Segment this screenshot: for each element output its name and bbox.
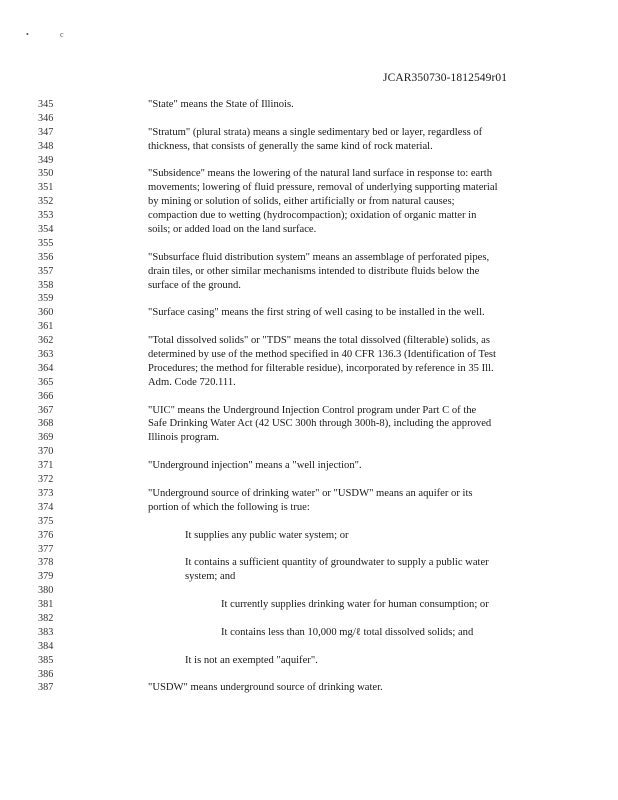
- document-line: [0, 167, 618, 181]
- line-number: 353: [38, 210, 54, 222]
- document-line: [0, 681, 618, 695]
- line-number: 365: [38, 376, 54, 388]
- document-line: [0, 543, 618, 557]
- line-text: It contains less than 10,000 mg/ℓ total dissolved solids; and: [221, 626, 474, 638]
- line-text: "Total dissolved solids" or "TDS" means the total dissolved (filterable) solids, as: [148, 335, 490, 347]
- document-line: [0, 154, 618, 168]
- document-id-header: JCAR350730-1812549r01: [383, 72, 508, 84]
- document-line: [0, 431, 618, 445]
- document-line: [0, 348, 618, 362]
- line-number: 359: [38, 293, 54, 305]
- document-line: [0, 584, 618, 598]
- document-line: [0, 292, 618, 306]
- line-number: 382: [38, 612, 54, 624]
- document-line: [0, 473, 618, 487]
- document-line: [0, 195, 618, 209]
- document-line: [0, 112, 618, 126]
- line-number: 350: [38, 168, 54, 180]
- line-number: 374: [38, 501, 54, 513]
- line-number: 387: [38, 682, 54, 694]
- line-text: "State" means the State of Illinois.: [148, 99, 294, 110]
- line-number: 349: [38, 154, 54, 166]
- line-text: It currently supplies drinking water for human consumption; or: [221, 599, 489, 611]
- document-line: [0, 251, 618, 265]
- line-text: system; and: [185, 571, 236, 583]
- line-number: 381: [38, 599, 54, 611]
- document-line: [0, 445, 618, 459]
- document-line: [0, 487, 618, 501]
- line-number: 368: [38, 418, 54, 430]
- line-number: 367: [38, 404, 54, 416]
- document-line: [0, 362, 618, 376]
- line-text: Adm. Code 720.111.: [148, 376, 236, 388]
- line-number: 376: [38, 529, 54, 541]
- line-number: 360: [38, 307, 54, 319]
- line-number: 383: [38, 626, 54, 638]
- line-number: 361: [38, 321, 54, 333]
- corner-mark-dot: •: [26, 30, 29, 39]
- line-number: 375: [38, 515, 54, 527]
- line-text: "Underground injection" means a "well injection".: [148, 460, 362, 472]
- document-line: [0, 459, 618, 473]
- line-number: 351: [38, 182, 54, 194]
- line-number: 385: [38, 654, 54, 666]
- line-number: 369: [38, 432, 54, 444]
- document-line: [0, 265, 618, 279]
- document-line: [0, 223, 618, 237]
- document-body: [0, 98, 618, 695]
- document-line: [0, 390, 618, 404]
- line-number: 346: [38, 112, 54, 124]
- line-text: "Subsidence" means the lowering of the natural land surface in response to: earth: [148, 168, 493, 180]
- line-number: 384: [38, 640, 54, 652]
- corner-mark-c: c: [60, 30, 64, 39]
- line-text: portion of which the following is true:: [148, 501, 310, 513]
- line-number: 348: [38, 140, 54, 152]
- document-line: [0, 181, 618, 195]
- line-number: 372: [38, 474, 54, 486]
- document-line: [0, 404, 618, 418]
- document-line: [0, 529, 618, 543]
- document-line: [0, 417, 618, 431]
- line-number: 377: [38, 543, 54, 555]
- line-text: movements; lowering of fluid pressure, removal of underlying supporting material: [148, 182, 498, 194]
- line-text: Procedures; the method for filterable residue), incorporated by reference in 35 Ill.: [148, 362, 494, 374]
- document-line: [0, 501, 618, 515]
- line-number: 366: [38, 390, 54, 402]
- line-number: 345: [38, 99, 54, 110]
- document-line: [0, 668, 618, 682]
- line-number: 358: [38, 279, 54, 291]
- line-number: 362: [38, 335, 54, 347]
- line-number: 386: [38, 668, 54, 680]
- document-line: [0, 209, 618, 223]
- line-number: 371: [38, 460, 54, 472]
- line-text: Illinois program.: [148, 432, 220, 444]
- line-text: "UIC" means the Underground Injection Control program under Part C of the: [148, 404, 477, 416]
- document-line: [0, 640, 618, 654]
- document-line: [0, 598, 618, 612]
- line-text: "USDW" means underground source of drinking water.: [148, 682, 383, 694]
- line-number: 363: [38, 349, 54, 361]
- line-text: surface of the ground.: [148, 279, 241, 291]
- line-text: "Surface casing" means the first string of well casing to be installed in the well.: [148, 307, 485, 319]
- line-text: by mining or solution of solids, either artificially or from natural causes;: [148, 196, 455, 208]
- document-line: [0, 140, 618, 154]
- document-line: [0, 279, 618, 293]
- line-number: 347: [38, 126, 54, 138]
- line-text: Safe Drinking Water Act (42 USC 300h through 300h-8), including the approved: [148, 418, 492, 430]
- document-line: [0, 126, 618, 140]
- document-line: [0, 306, 618, 320]
- document-line: [0, 556, 618, 570]
- document-line: [0, 376, 618, 390]
- line-number: 355: [38, 237, 54, 249]
- document-line: [0, 654, 618, 668]
- document-line: [0, 612, 618, 626]
- line-text: It is not an exempted "aquifer".: [185, 654, 318, 666]
- line-text: determined by use of the method specified in 40 CFR 136.3 (Identification of Test: [148, 349, 496, 361]
- line-number: 356: [38, 251, 54, 263]
- line-text: compaction due to wetting (hydrocompaction); oxidation of organic matter in: [148, 210, 477, 222]
- line-number: 378: [38, 557, 54, 569]
- document-line: [0, 515, 618, 529]
- line-number: 373: [38, 487, 54, 499]
- line-text: "Stratum" (plural strata) means a single sedimentary bed or layer, regardless of: [148, 126, 483, 138]
- document-line: [0, 626, 618, 640]
- document-line: [0, 98, 618, 112]
- line-text: It contains a sufficient quantity of groundwater to supply a public water: [185, 557, 489, 569]
- line-text: "Subsurface fluid distribution system" means an assemblage of perforated pipes,: [148, 251, 490, 263]
- line-number: 380: [38, 585, 54, 597]
- line-number: 352: [38, 196, 54, 208]
- line-text: drain tiles, or other similar mechanisms intended to distribute fluids below the: [148, 265, 480, 277]
- document-line: [0, 237, 618, 251]
- document-line: [0, 570, 618, 584]
- line-text: thickness, that consists of generally the same kind of rock material.: [148, 140, 433, 152]
- document-line: [0, 334, 618, 348]
- line-number: 370: [38, 446, 54, 458]
- document-line: [0, 320, 618, 334]
- line-text: soils; or added load on the land surface.: [148, 224, 317, 236]
- line-number: 354: [38, 224, 54, 236]
- line-text: It supplies any public water system; or: [185, 529, 349, 541]
- line-number: 364: [38, 362, 54, 374]
- line-number: 379: [38, 571, 54, 583]
- line-number: 357: [38, 265, 54, 277]
- line-text: "Underground source of drinking water" or "USDW" means an aquifer or its: [148, 487, 473, 499]
